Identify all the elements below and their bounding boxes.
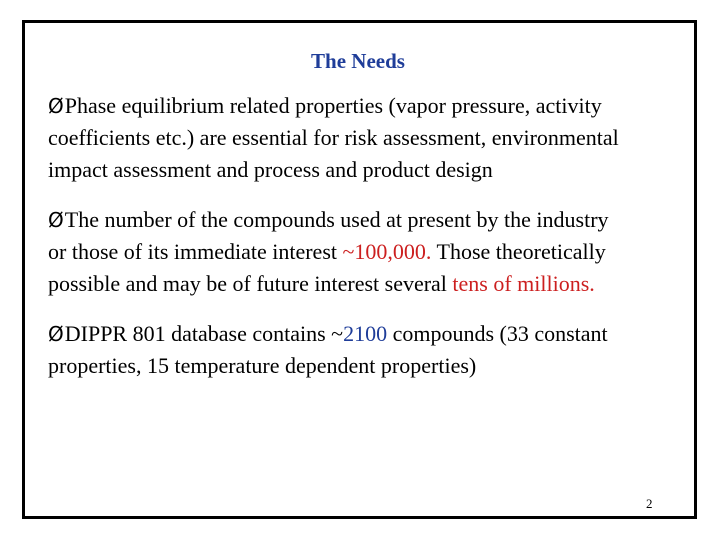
page-number: 2 <box>646 496 653 511</box>
bullet-arrow-icon: Ø <box>48 94 64 118</box>
highlight-2100: 2100 <box>343 321 388 346</box>
bullet-arrow-icon: Ø <box>48 322 64 346</box>
bullet-dippr-database <box>48 318 680 382</box>
bullet-compound-count <box>48 204 680 300</box>
bullet-phase-equilibrium <box>48 90 680 186</box>
slide-title: The Needs <box>311 49 405 73</box>
bullet-text: or those of its immediate interest <box>48 239 343 264</box>
bullet-text: possible and may be of future interest several <box>48 271 453 296</box>
bullet-text: Phase equilibrium related properties (vapor pressure, activity <box>64 93 602 118</box>
bullet-text: coefficients etc.) are essential for risk assessment, environmental <box>48 125 619 150</box>
bullet-arrow-icon: Ø <box>48 208 64 232</box>
bullet-text: properties, 15 temperature dependent properties) <box>48 353 477 378</box>
bullet-text: DIPPR 801 database contains ~ <box>64 321 344 346</box>
highlight-100000: ~100,000. <box>342 239 432 264</box>
bullet-text: compounds (33 constant <box>387 321 608 346</box>
bullet-text: The number of the compounds used at present by the industry <box>64 207 609 232</box>
bullet-text: Those theoretically <box>431 239 606 264</box>
bullet-text: impact assessment and process and product design <box>48 157 493 182</box>
highlight-tens-of-millions: tens of millions. <box>452 271 595 296</box>
